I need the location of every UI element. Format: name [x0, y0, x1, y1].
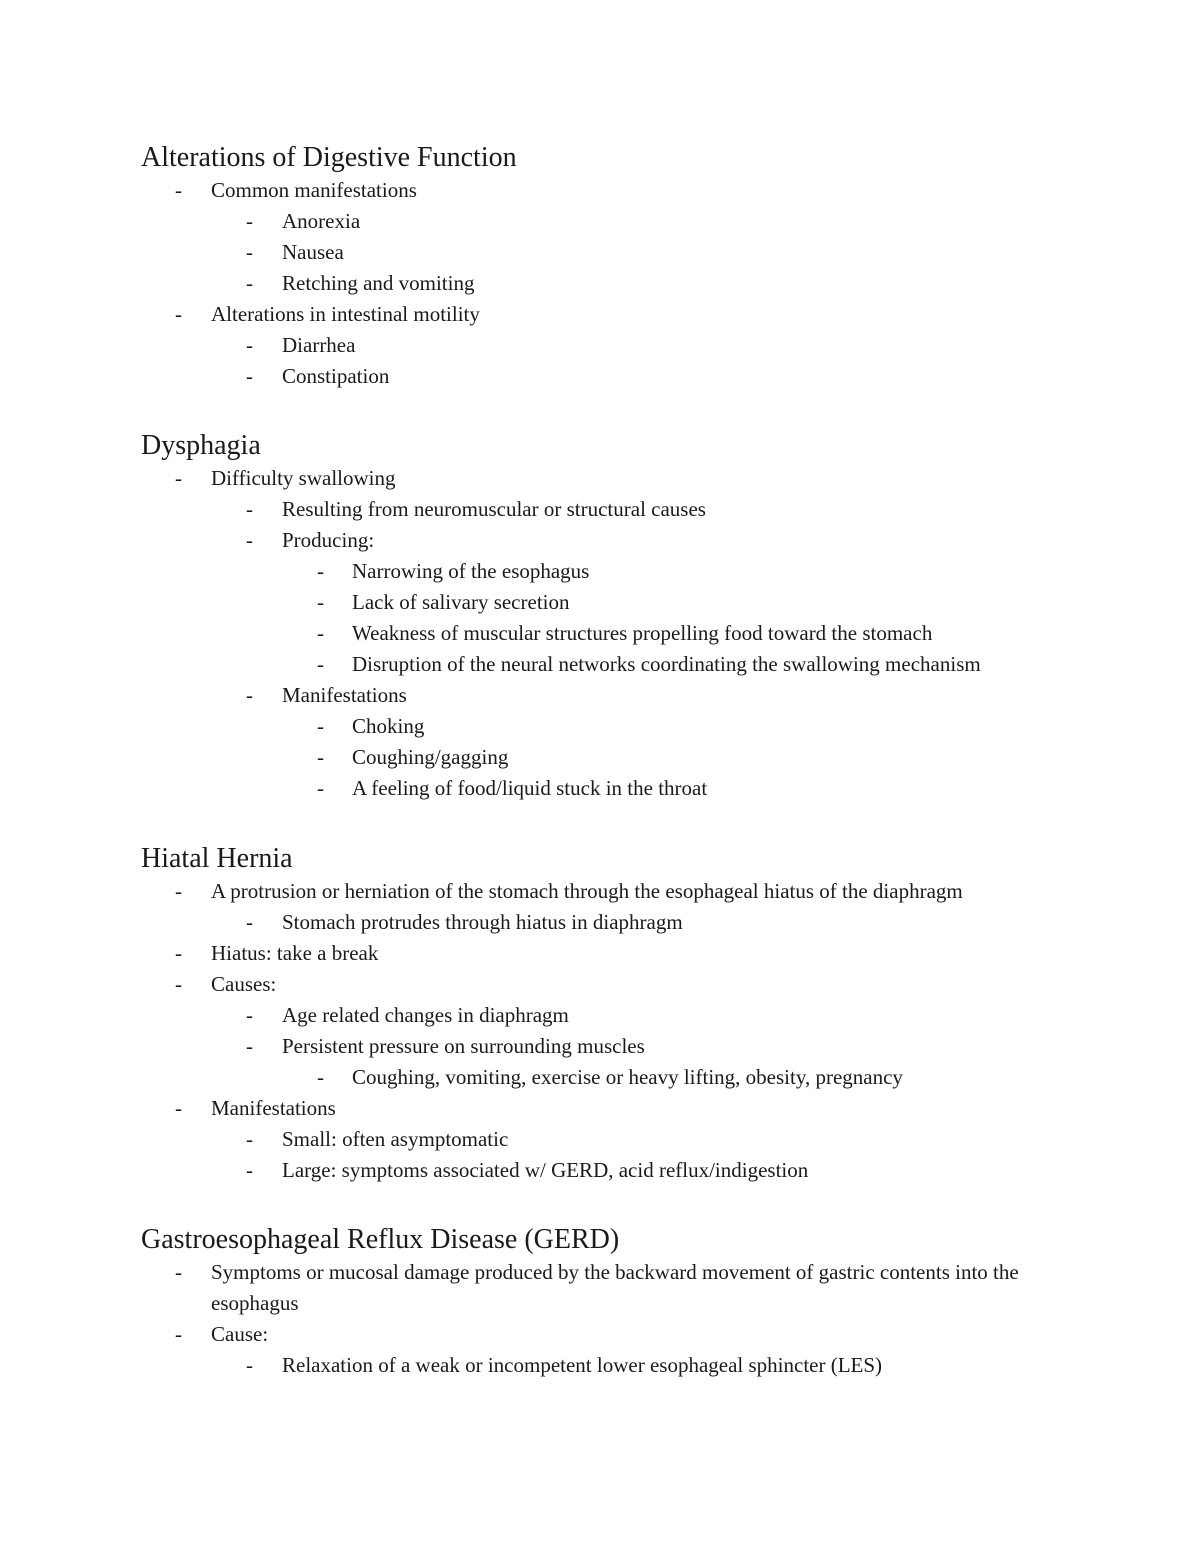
list-item: - Producing: [141, 525, 1141, 556]
list-item: - Manifestations [141, 1093, 1141, 1124]
bullet-dash: - [317, 776, 324, 800]
bullet-dash: - [246, 1353, 253, 1377]
bullet-dash: - [317, 590, 324, 614]
bullet-dash: - [175, 466, 182, 490]
list-item: - Causes: [141, 969, 1141, 1000]
bullet-dash: - [246, 683, 253, 707]
bullet-dash: - [246, 1003, 253, 1027]
list-item: - A feeling of food/liquid stuck in the throat [141, 773, 1141, 804]
section-heading: Gastroesophageal Reflux Disease (GERD) [141, 1224, 620, 1255]
bullet-dash: - [246, 209, 253, 233]
list-item: - Diarrhea [141, 330, 1141, 361]
bullet-dash: - [246, 1127, 253, 1151]
bullet-dash: - [246, 240, 253, 264]
list-item: - Anorexia [141, 206, 1141, 237]
bullet-dash: - [246, 271, 253, 295]
list-item: - Persistent pressure on surrounding muscles [141, 1031, 1141, 1062]
bullet-dash: - [246, 1158, 253, 1182]
bullet-dash: - [175, 302, 182, 326]
bullet-dash: - [175, 178, 182, 202]
list-item: - Disruption of the neural networks coordinating the swallowing mechanism [141, 649, 1141, 680]
bullet-list [141, 175, 1141, 392]
list-item: - Alterations in intestinal motility [141, 299, 1141, 330]
bullet-dash: - [175, 972, 182, 996]
list-item: - Choking [141, 711, 1141, 742]
bullet-dash: - [246, 910, 253, 934]
bullet-list [141, 876, 1141, 1186]
bullet-dash: - [246, 528, 253, 552]
bullet-dash: - [175, 1260, 182, 1284]
bullet-dash: - [317, 714, 324, 738]
list-item: - Large: symptoms associated w/ GERD, acid reflux/indigestion [141, 1155, 1141, 1186]
bullet-dash: - [317, 559, 324, 583]
bullet-dash: - [317, 1065, 324, 1089]
bullet-dash: - [317, 621, 324, 645]
bullet-dash: - [175, 1096, 182, 1120]
section-heading: Dysphagia [141, 430, 261, 461]
bullet-dash: - [175, 1322, 182, 1346]
bullet-list [141, 1257, 1141, 1381]
section-heading: Hiatal Hernia [141, 843, 293, 874]
section-gerd [141, 1223, 1141, 1381]
bullet-dash: - [246, 364, 253, 388]
list-item: - Coughing/gagging [141, 742, 1141, 773]
section-heading: Alterations of Digestive Function [141, 142, 517, 173]
list-item: - Weakness of muscular structures propelling food toward the stomach [141, 618, 1141, 649]
section-hiatal-hernia [141, 842, 1141, 1186]
list-item: - Resulting from neuromuscular or structural causes [141, 494, 1141, 525]
section-dysphagia [141, 429, 1141, 804]
list-item: - Cause: [141, 1319, 1141, 1350]
list-item: - Symptoms or mucosal damage produced by the backward movement of gastric contents into the esophagus [141, 1257, 1141, 1319]
list-item: - Stomach protrudes through hiatus in diaphragm [141, 907, 1141, 938]
list-item: - Common manifestations [141, 175, 1141, 206]
bullet-list [141, 463, 1141, 804]
bullet-dash: - [246, 497, 253, 521]
list-item: - Lack of salivary secretion [141, 587, 1141, 618]
section-digestive-function [141, 141, 1141, 392]
bullet-dash: - [246, 333, 253, 357]
bullet-dash: - [175, 941, 182, 965]
list-item: - Hiatus: take a break [141, 938, 1141, 969]
bullet-dash: - [246, 1034, 253, 1058]
list-item: - Nausea [141, 237, 1141, 268]
list-item: - Narrowing of the esophagus [141, 556, 1141, 587]
list-item: - Coughing, vomiting, exercise or heavy lifting, obesity, pregnancy [141, 1062, 1141, 1093]
list-item: - Retching and vomiting [141, 268, 1141, 299]
list-item: - Age related changes in diaphragm [141, 1000, 1141, 1031]
list-item: - Manifestations [141, 680, 1141, 711]
list-item: - A protrusion or herniation of the stomach through the esophageal hiatus of the diaphragm [141, 876, 1141, 907]
bullet-dash: - [175, 879, 182, 903]
list-item: - Relaxation of a weak or incompetent lower esophageal sphincter (LES) [141, 1350, 1141, 1381]
list-item: - Difficulty swallowing [141, 463, 1141, 494]
list-item: - Small: often asymptomatic [141, 1124, 1141, 1155]
list-item: - Constipation [141, 361, 1141, 392]
bullet-dash: - [317, 745, 324, 769]
bullet-dash: - [317, 652, 324, 676]
